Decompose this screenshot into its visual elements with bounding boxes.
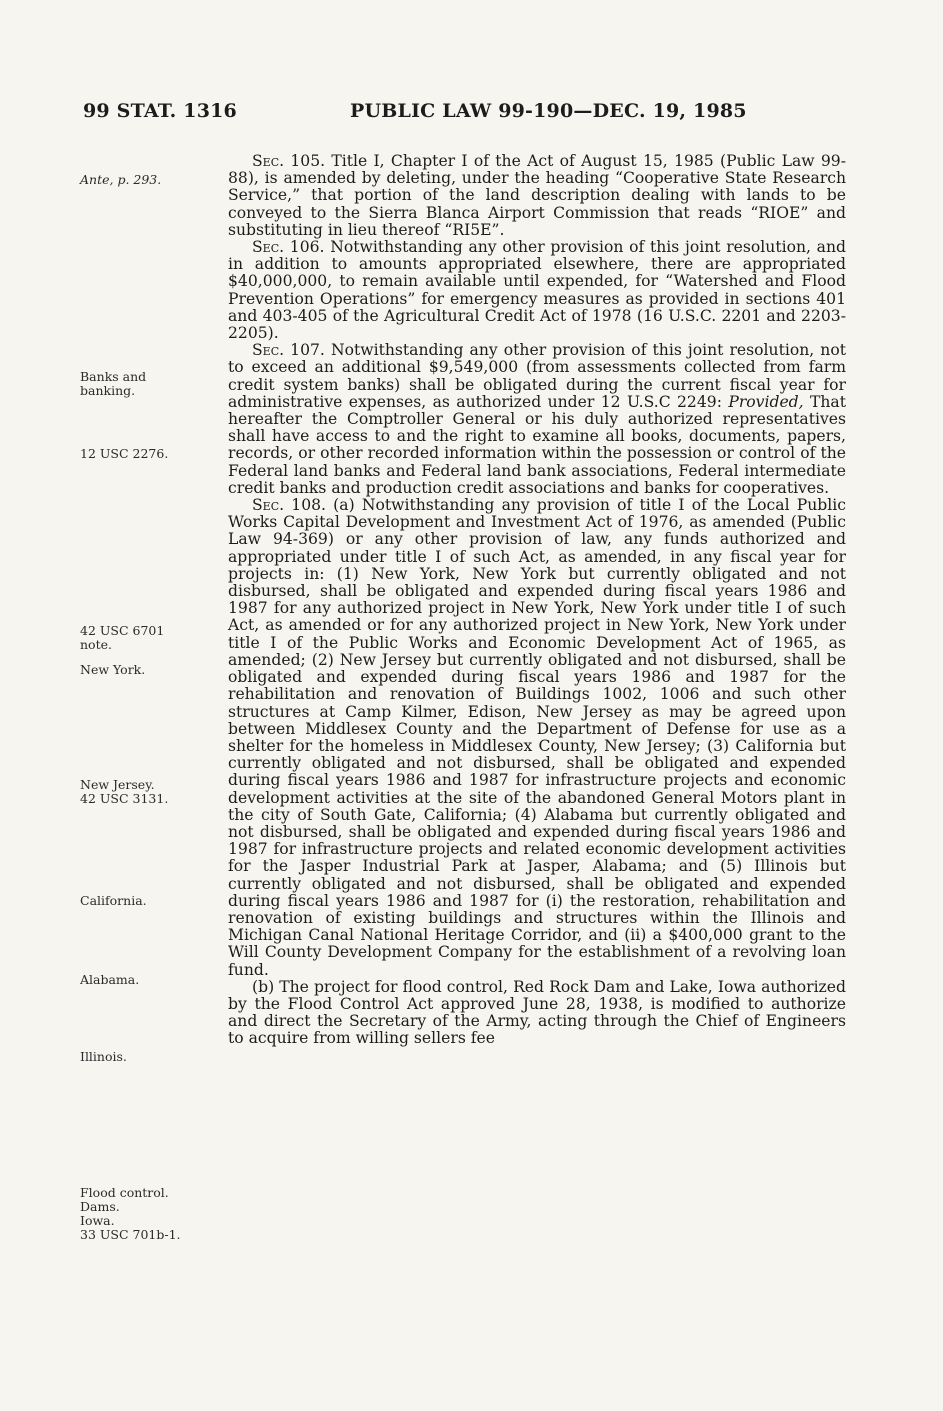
section-107 [228,342,846,497]
margin-note-line: New York. [80,662,146,677]
page-header [0,100,943,130]
section-108b [228,979,846,1048]
margin-note-banks [80,370,220,398]
section-label: Sec. [252,341,285,360]
margin-note-line: 42 USC 3131. [80,791,169,806]
law-title: PUBLIC LAW 99-190—DEC. 19, 1985 [350,100,747,122]
section-text: (b) The project for flood control, Red Rock Dam and Lake, Iowa authorized by the Flood Control Act approved June 28, 1938, is modified to authorize and direct the Secretary of the Army, acting through the Chief of Engineers to acquire from willing sellers fee [228,977,846,1048]
margin-note-line: 42 USC 6701 [80,623,165,638]
section-text: 105. Title I, Chapter I of the Act of August 15, 1985 (Public Law 99-88), is amended by deleting, under the heading “Cooperative State Research Service,” that portion of the land description dealing with lands to be conveyed to the Sierra Blanca Airport Commission that reads “RIOE” and substituting in lieu thereof “RI5E”. [228,152,846,239]
section-text: 106. Notwithstanding any other provision of this joint resolution, and in addition to amounts appropriated elsewhere, there are appropriated $40,000,000, to remain available until expended, for “Watershed and Flood Prevention Operations” for emergency measures as provided in sections 401 and 403-405 of the Agricultural Credit Act of 1978 (16 U.S.C. 2201 and 2203-2205). [228,238,846,343]
section-label: Sec. [252,238,285,257]
margin-note-line: Iowa. [80,1213,115,1228]
margin-note-line: 33 USC 701b-1. [80,1227,181,1242]
section-106 [228,239,846,342]
margin-note-line: Dams. [80,1199,120,1214]
section-108a [228,497,846,979]
margin-note-line: Alabama. [80,972,140,987]
margin-note-12usc [80,447,220,461]
section-label: Sec. [252,496,285,515]
section-text: 108. (a) Notwithstanding any provision of title I of the Local Public Works Capital Development and Investment Act of 1976, as amended (Public Law 94-369) or any other provision of law, any funds authorized and appropriated under title I of such Act, as amended, in any fiscal year for projects in: (1) New York, New York but currently obligated and not disbursed, shall be obligated and expended during fiscal years 1986 and 1987 for any authorized project in New York, New York under title I of such Act, as amended or for any authorized project in New York, New York under title I of the Public Works and Economic Development Act of 1965, as amended; (2) New Jersey but currently obligated and not disbursed, shall be obligated and expended during fiscal years 1986 and 1987 for the rehabilitation and renovation of Buildings 1002, 1006 and such other structures at Camp Kilmer, Edison, New Jersey as may be agreed upon between Middlesex County and the Department of Defense for use as a shelter for the homeless in Middlesex County, New Jersey; (3) California but currently obligated and not disbursed, shall be obligated and expended during fiscal years 1986 and 1987 for infrastructure projects and economic development activities at the site of the abandoned General Motors plant in the city of South Gate, California; (4) Alabama but currently obligated and not disbursed, shall be obligated and expended during fiscal years 1986 and 1987 for infrastructure projects and related economic development activities for the Jasper Industrial Park at Jasper, Alabama; and (5) Illinois but currently obligated and not disbursed, shall be obligated and expended during fiscal years 1986 and 1987 for (i) the restoration, rehabilitation and renovation of existing buildings and structures within the Illinois and Michigan Canal National Heritage Corridor, and (ii) a $400,000 grant to the Will County Development Company for the establishment of a revolving loan fund. [228,496,846,979]
margin-note-ante [80,173,220,187]
margin-note-line: New Jersey. [80,777,155,792]
body-text [228,153,846,1048]
section-text-continued: That hereafter the Comptroller General or his duly authorized representatives shall have access to and the right to examine all books, documents, papers, records, or other recorded information within the possession or control of the Federal land banks and Federal land bank associations, Federal intermediate credit banks and production credit associations and banks for cooperatives. [228,392,846,497]
margin-note-illinois [80,1050,220,1064]
margin-note-line: California. [80,893,147,908]
margin-note-new-york [80,663,220,677]
margin-note-line: Illinois. [80,1049,127,1064]
margin-note-line: 12 USC 2276. [80,446,169,461]
section-proviso: Provided, [728,392,804,411]
margin-note-alabama [80,973,220,987]
margin-note-line: Flood control. [80,1185,169,1200]
margin-note-line: Banks and [80,369,147,384]
margin-note-california [80,894,220,908]
margin-note-line: banking. [80,383,136,398]
stat-page-number: 99 STAT. 1316 [83,100,237,122]
margin-note-flood-control [80,1186,220,1242]
section-label: Sec. [252,152,285,170]
margin-note-42usc6701 [80,624,220,652]
section-105 [228,153,846,239]
section-text: 107. Notwithstanding any other provision of this joint resolution, not to exceed an additional $9,549,000 (from assessments collected from farm credit system banks) shall be obligated during the current fiscal year for administrative expenses, as authorized under 12 U.S.C 2249: [228,341,846,411]
margin-note-new-jersey [80,778,220,806]
margin-note-line: note. [80,637,112,652]
margin-note-line: Ante, p. 293. [80,172,162,187]
